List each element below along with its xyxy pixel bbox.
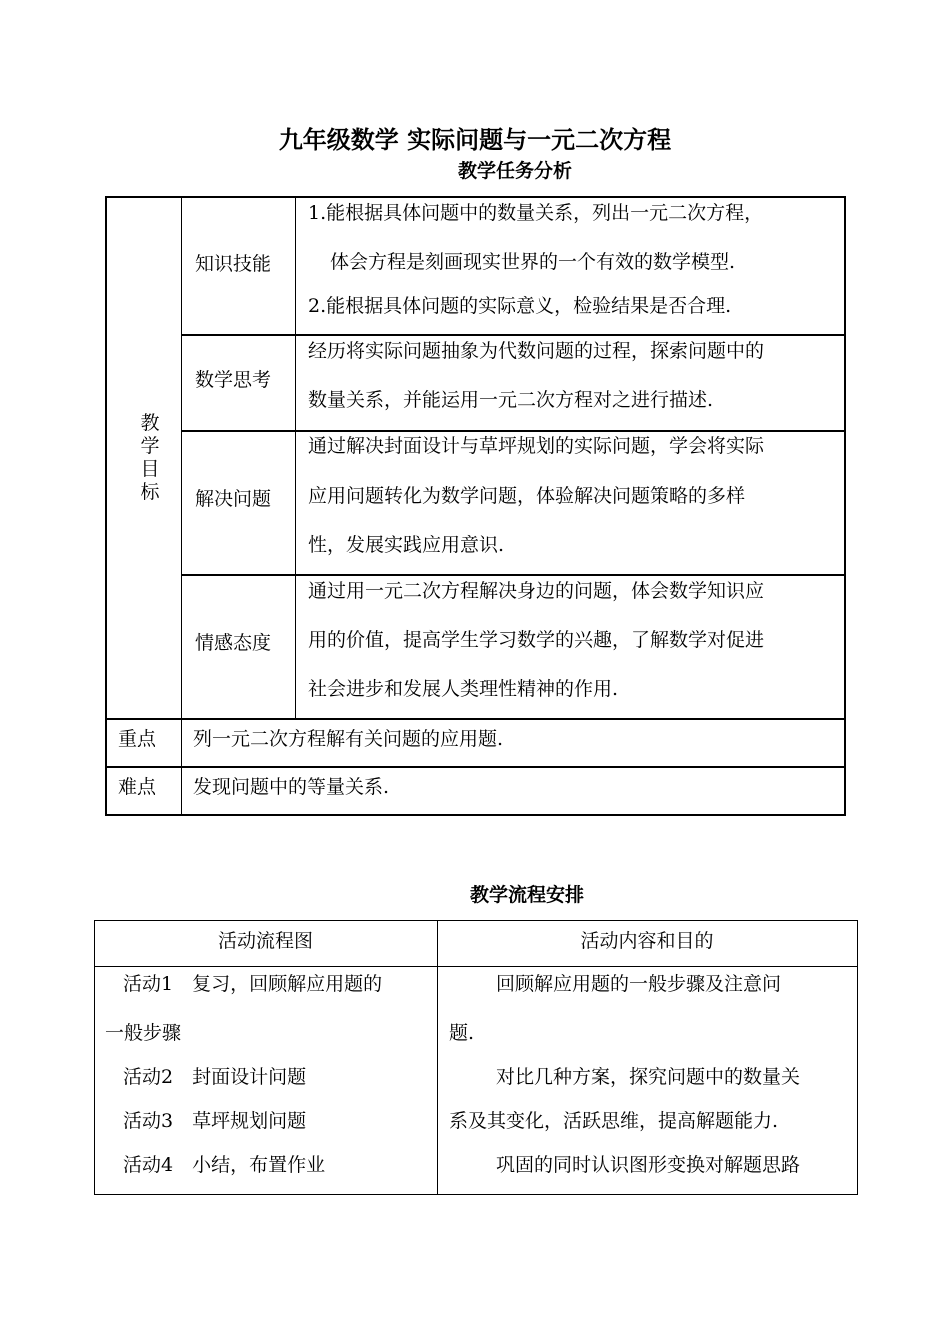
row-label-thinking: 数学思考 bbox=[195, 369, 272, 391]
teaching-goals-label: 教 学 目 标 bbox=[140, 412, 160, 503]
content-item: 回顾解应用题的一般步骤及注意问 bbox=[496, 973, 782, 995]
row-text: 社会进步和发展人类理性精神的作用. bbox=[308, 678, 619, 700]
row-text: 数量关系，并能运用一元二次方程对之进行描述. bbox=[308, 389, 714, 411]
difficulty-text: 发现问题中的等量关系. bbox=[193, 776, 390, 798]
row-label-attitude: 情感态度 bbox=[195, 632, 272, 654]
content-item: 巩固的同时认识图形变换对解题思路 bbox=[496, 1154, 801, 1176]
activity-item: 活动1 复习，回顾解应用题的 bbox=[123, 973, 383, 995]
row-text: 2.能根据具体问题的实际意义，检验结果是否合理. bbox=[308, 295, 732, 317]
key-point-label: 重点 bbox=[118, 728, 157, 750]
row-text: 性，发展实践应用意识. bbox=[308, 534, 505, 556]
key-point-text: 列一元二次方程解有关问题的应用题. bbox=[193, 728, 504, 750]
content-item: 系及其变化，活跃思维，提高解题能力. bbox=[449, 1110, 779, 1132]
flow-col2-header: 活动内容和目的 bbox=[580, 930, 714, 952]
row-text: 用的价值，提高学生学习数学的兴趣，了解数学对促进 bbox=[308, 629, 765, 651]
flow-heading: 教学流程安排 bbox=[470, 884, 585, 906]
activity-item: 活动3 草坪规划问题 bbox=[123, 1110, 307, 1132]
row-text: 经历将实际问题抽象为代数问题的过程，探索问题中的 bbox=[308, 340, 765, 362]
row-text: 应用问题转化为数学问题，体验解决问题策略的多样 bbox=[308, 485, 746, 507]
content-item: 题. bbox=[449, 1022, 475, 1044]
activity-item: 活动2 封面设计问题 bbox=[123, 1066, 307, 1088]
row-text: 通过用一元二次方程解决身边的问题，体会数学知识应 bbox=[308, 580, 765, 602]
activity-item: 一般步骤 bbox=[105, 1022, 182, 1044]
document-title: 九年级数学 实际问题与一元二次方程 bbox=[278, 126, 672, 154]
task-analysis-heading: 教学任务分析 bbox=[458, 160, 573, 182]
flow-col1-header: 活动流程图 bbox=[217, 930, 313, 952]
row-text: 通过解决封面设计与草坪规划的实际问题，学会将实际 bbox=[308, 435, 765, 457]
content-item: 对比几种方案，探究问题中的数量关 bbox=[496, 1066, 801, 1088]
row-text: 1.能根据具体问题中的数量关系，列出一元二次方程， bbox=[308, 202, 764, 224]
row-label-knowledge: 知识技能 bbox=[195, 253, 272, 275]
difficulty-label: 难点 bbox=[118, 776, 157, 798]
row-text: 体会方程是刻画现实世界的一个有效的数学模型. bbox=[330, 251, 736, 273]
activity-item: 活动4 小结，布置作业 bbox=[123, 1154, 326, 1176]
row-label-problem-solving: 解决问题 bbox=[195, 488, 272, 510]
